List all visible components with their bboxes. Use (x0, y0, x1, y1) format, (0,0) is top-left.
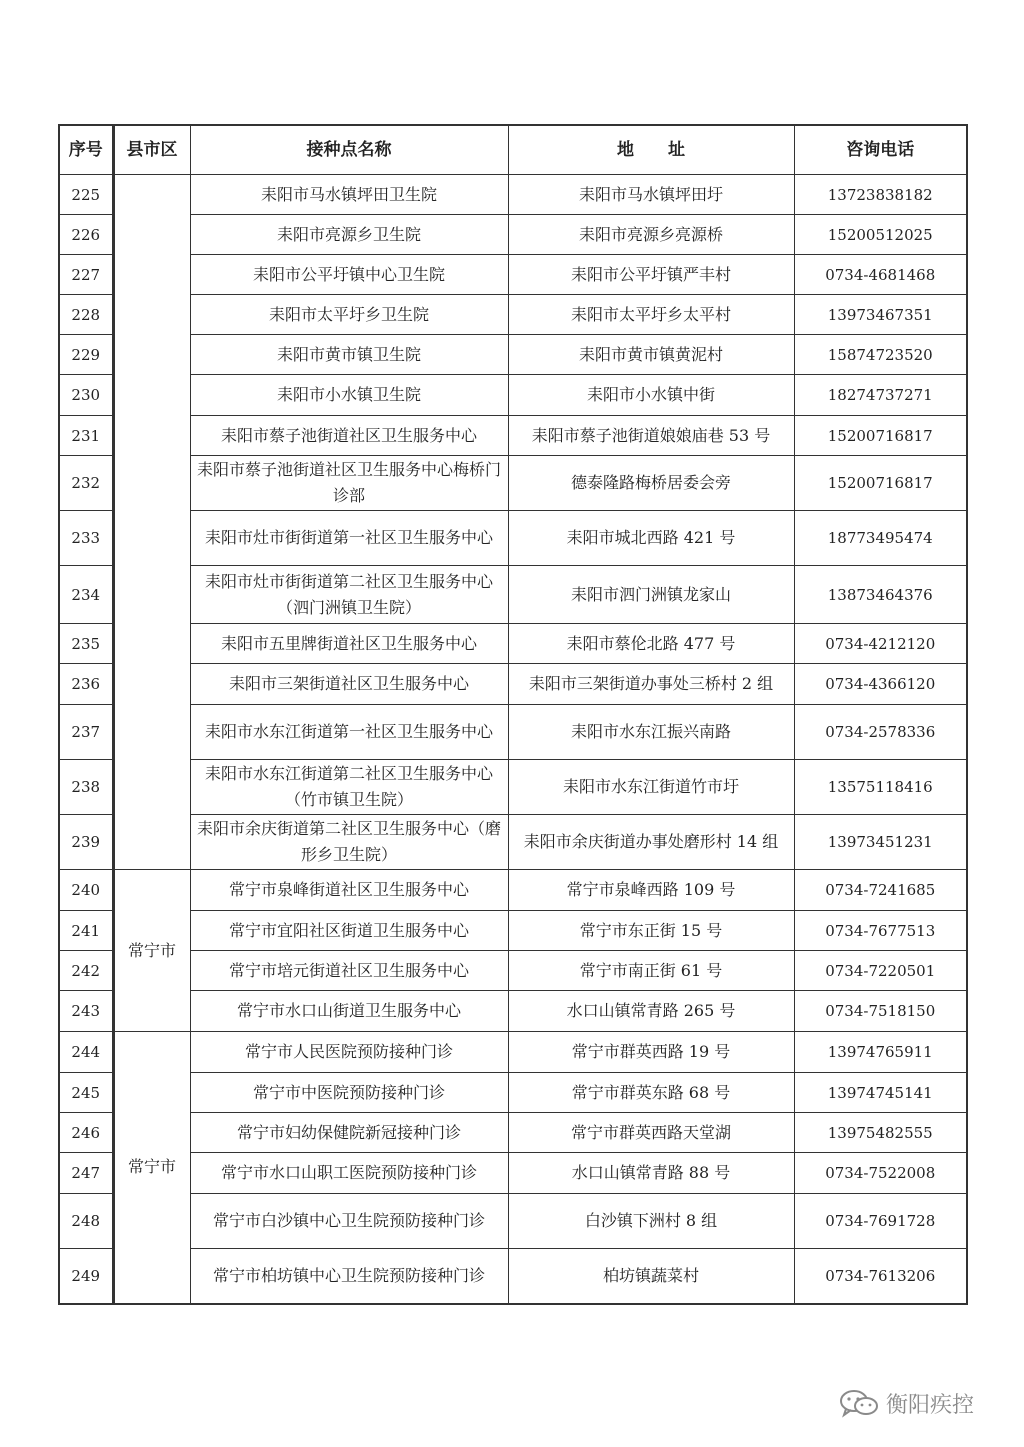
cell-address: 耒阳市余庆街道办事处磨形村 14 组 (508, 815, 794, 870)
cell-phone: 0734-7691728 (794, 1194, 967, 1249)
cell-address: 常宁市东正街 15 号 (508, 911, 794, 951)
cell-site-name: 耒阳市蔡子池街道社区卫生服务中心梅桥门诊部 (190, 456, 508, 511)
cell-phone: 15200716817 (794, 456, 967, 511)
cell-site-name: 耒阳市蔡子池街道社区卫生服务中心 (190, 416, 508, 456)
table-row (59, 335, 967, 375)
table-header-row (59, 125, 967, 175)
cell-address: 耒阳市马水镇坪田圩 (508, 175, 794, 215)
cell-site-name: 常宁市泉峰街道社区卫生服务中心 (190, 870, 508, 911)
cell-county (113, 175, 190, 870)
table-row (59, 295, 967, 335)
cell-number: 244 (59, 1032, 113, 1073)
cell-number: 242 (59, 951, 113, 991)
header-phone: 咨询电话 (794, 125, 967, 175)
cell-site-name: 耒阳市公平圩镇中心卫生院 (190, 255, 508, 295)
cell-phone: 0734-7613206 (794, 1249, 967, 1304)
cell-site-name: 耒阳市黄市镇卫生院 (190, 335, 508, 375)
cell-phone: 0734-7241685 (794, 870, 967, 911)
cell-number: 228 (59, 295, 113, 335)
cell-phone: 13974765911 (794, 1032, 967, 1073)
cell-phone: 0734-7522008 (794, 1153, 967, 1194)
cell-number: 241 (59, 911, 113, 951)
cell-site-name: 耒阳市亮源乡卫生院 (190, 215, 508, 255)
table-row (59, 215, 967, 255)
cell-site-name: 常宁市人民医院预防接种门诊 (190, 1032, 508, 1073)
cell-address: 耒阳市三架街道办事处三桥村 2 组 (508, 664, 794, 705)
cell-phone: 0734-2578336 (794, 705, 967, 760)
cell-site-name: 耒阳市灶市街街道第一社区卫生服务中心 (190, 511, 508, 566)
header-address: 地 址 (508, 125, 794, 175)
cell-site-name: 耒阳市余庆街道第二社区卫生服务中心（磨形乡卫生院） (190, 815, 508, 870)
cell-phone: 0734-4212120 (794, 624, 967, 664)
table-row (59, 255, 967, 295)
table-row (59, 1073, 967, 1113)
cell-phone: 18274737271 (794, 375, 967, 416)
table-row (59, 1249, 967, 1304)
cell-address: 常宁市南正街 61 号 (508, 951, 794, 991)
vaccination-sites-table (58, 124, 968, 1305)
cell-phone: 15200716817 (794, 416, 967, 456)
cell-number: 243 (59, 991, 113, 1032)
table-row (59, 760, 967, 815)
header-county: 县市区 (113, 125, 190, 175)
cell-site-name: 常宁市培元街道社区卫生服务中心 (190, 951, 508, 991)
cell-number: 238 (59, 760, 113, 815)
table-row (59, 1194, 967, 1249)
cell-number: 232 (59, 456, 113, 511)
cell-number: 225 (59, 175, 113, 215)
cell-number: 246 (59, 1113, 113, 1153)
table-row (59, 991, 967, 1032)
table-row (59, 870, 967, 911)
wechat-icon (838, 1388, 880, 1418)
table-body (59, 175, 967, 1304)
cell-phone: 13974745141 (794, 1073, 967, 1113)
table-row (59, 705, 967, 760)
table-row (59, 456, 967, 511)
cell-site-name: 常宁市水口山街道卫生服务中心 (190, 991, 508, 1032)
cell-number: 248 (59, 1194, 113, 1249)
cell-phone: 13575118416 (794, 760, 967, 815)
cell-address: 白沙镇下洲村 8 组 (508, 1194, 794, 1249)
cell-site-name: 耒阳市水东江街道第一社区卫生服务中心 (190, 705, 508, 760)
cell-address: 常宁市泉峰西路 109 号 (508, 870, 794, 911)
table-row (59, 1032, 967, 1073)
cell-address: 耒阳市蔡子池街道娘娘庙巷 53 号 (508, 416, 794, 456)
cell-number: 240 (59, 870, 113, 911)
cell-number: 235 (59, 624, 113, 664)
cell-site-name: 耒阳市三架街道社区卫生服务中心 (190, 664, 508, 705)
table-row (59, 175, 967, 215)
cell-number: 229 (59, 335, 113, 375)
cell-address: 耒阳市太平圩乡太平村 (508, 295, 794, 335)
cell-site-name: 耒阳市水东江街道第二社区卫生服务中心（竹市镇卫生院） (190, 760, 508, 815)
cell-address: 耒阳市泗门洲镇龙家山 (508, 566, 794, 624)
cell-number: 245 (59, 1073, 113, 1113)
cell-county: 常宁市 (113, 870, 190, 1032)
cell-address: 耒阳市亮源乡亮源桥 (508, 215, 794, 255)
cell-address: 耒阳市水东江振兴南路 (508, 705, 794, 760)
cell-number: 226 (59, 215, 113, 255)
cell-phone: 0734-7518150 (794, 991, 967, 1032)
table-row (59, 511, 967, 566)
cell-phone: 13975482555 (794, 1113, 967, 1153)
cell-address: 耒阳市小水镇中街 (508, 375, 794, 416)
cell-address: 常宁市群英西路 19 号 (508, 1032, 794, 1073)
table-row (59, 566, 967, 624)
cell-address: 常宁市群英西路天堂湖 (508, 1113, 794, 1153)
table-row (59, 375, 967, 416)
cell-number: 234 (59, 566, 113, 624)
cell-address: 德泰隆路梅桥居委会旁 (508, 456, 794, 511)
cell-site-name: 常宁市妇幼保健院新冠接种门诊 (190, 1113, 508, 1153)
cell-phone: 18773495474 (794, 511, 967, 566)
cell-site-name: 常宁市柏坊镇中心卫生院预防接种门诊 (190, 1249, 508, 1304)
cell-phone: 0734-4681468 (794, 255, 967, 295)
cell-address: 耒阳市水东江街道竹市圩 (508, 760, 794, 815)
cell-phone: 15200512025 (794, 215, 967, 255)
watermark (838, 1388, 974, 1418)
cell-number: 249 (59, 1249, 113, 1304)
cell-number: 247 (59, 1153, 113, 1194)
cell-site-name: 耒阳市小水镇卫生院 (190, 375, 508, 416)
cell-phone: 13973467351 (794, 295, 967, 335)
cell-site-name: 常宁市水口山职工医院预防接种门诊 (190, 1153, 508, 1194)
table-row (59, 951, 967, 991)
cell-number: 231 (59, 416, 113, 456)
cell-number: 230 (59, 375, 113, 416)
table-row (59, 1113, 967, 1153)
cell-address: 水口山镇常青路 265 号 (508, 991, 794, 1032)
cell-address: 水口山镇常青路 88 号 (508, 1153, 794, 1194)
cell-site-name: 耒阳市马水镇坪田卫生院 (190, 175, 508, 215)
cell-phone: 13973451231 (794, 815, 967, 870)
cell-address: 耒阳市黄市镇黄泥村 (508, 335, 794, 375)
cell-phone: 13873464376 (794, 566, 967, 624)
cell-number: 233 (59, 511, 113, 566)
cell-phone: 0734-7677513 (794, 911, 967, 951)
cell-address: 耒阳市城北西路 421 号 (508, 511, 794, 566)
cell-site-name: 耒阳市五里牌街道社区卫生服务中心 (190, 624, 508, 664)
cell-site-name: 耒阳市太平圩乡卫生院 (190, 295, 508, 335)
cell-address: 常宁市群英东路 68 号 (508, 1073, 794, 1113)
cell-phone: 0734-4366120 (794, 664, 967, 705)
header-number: 序号 (59, 125, 113, 175)
cell-number: 236 (59, 664, 113, 705)
header-site-name: 接种点名称 (190, 125, 508, 175)
cell-county: 常宁市 (113, 1032, 190, 1304)
cell-address: 耒阳市蔡伦北路 477 号 (508, 624, 794, 664)
table-row (59, 911, 967, 951)
cell-phone: 0734-7220501 (794, 951, 967, 991)
cell-site-name: 常宁市中医院预防接种门诊 (190, 1073, 508, 1113)
table-row (59, 815, 967, 870)
cell-number: 239 (59, 815, 113, 870)
cell-site-name: 常宁市白沙镇中心卫生院预防接种门诊 (190, 1194, 508, 1249)
cell-number: 237 (59, 705, 113, 760)
watermark-text: 衡阳疾控 (886, 1392, 975, 1418)
cell-address: 耒阳市公平圩镇严丰村 (508, 255, 794, 295)
table-row (59, 624, 967, 664)
table-row (59, 664, 967, 705)
table-row (59, 416, 967, 456)
cell-address: 柏坊镇蔬菜村 (508, 1249, 794, 1304)
cell-site-name: 常宁市宜阳社区街道卫生服务中心 (190, 911, 508, 951)
table-row (59, 1153, 967, 1194)
cell-number: 227 (59, 255, 113, 295)
cell-phone: 13723838182 (794, 175, 967, 215)
cell-phone: 15874723520 (794, 335, 967, 375)
cell-site-name: 耒阳市灶市街街道第二社区卫生服务中心（泗门洲镇卫生院） (190, 566, 508, 624)
